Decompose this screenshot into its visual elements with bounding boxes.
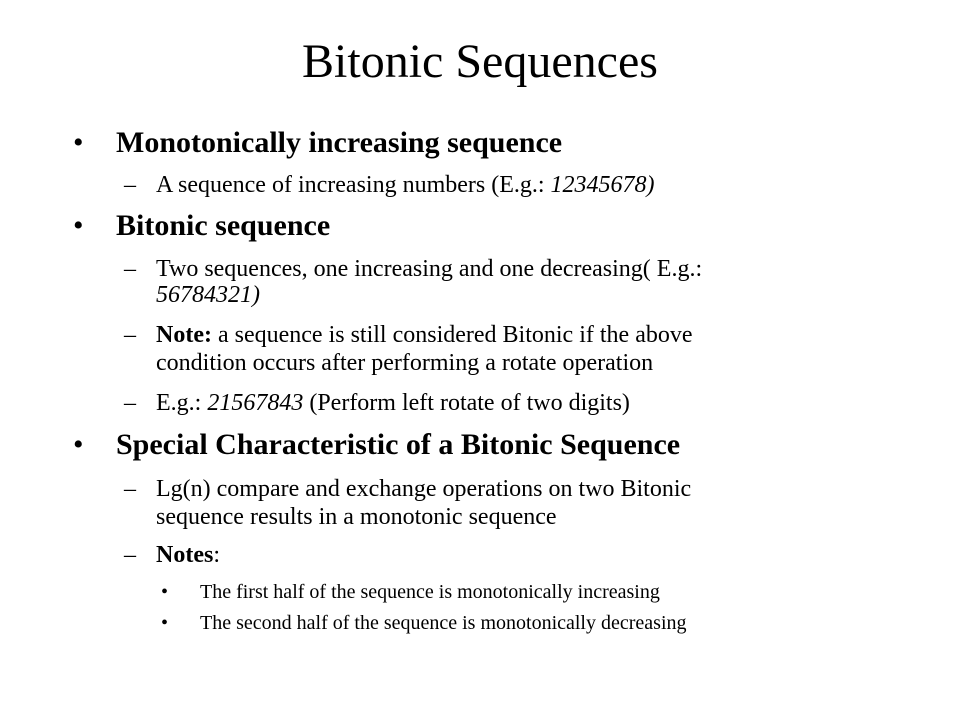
characteristic-line2: sequence results in a monotonic sequence <box>156 504 557 530</box>
rotate-prefix: E.g.: <box>156 390 208 416</box>
heading-bitonic: Bitonic sequence <box>116 209 331 242</box>
notes-colon: : <box>213 542 220 568</box>
notes-label: Notes <box>156 542 214 568</box>
note-label: Note: <box>156 322 212 348</box>
note-line1 <box>156 321 693 350</box>
note-text: a sequence is still considered Bitonic if the above <box>211 322 693 348</box>
dash-icon: – <box>124 390 136 416</box>
note-line2: condition occurs after performing a rotate operation <box>156 350 654 376</box>
monotonic-description <box>156 171 655 200</box>
heading-monotonic: Monotonically increasing sequence <box>116 126 563 159</box>
bitonic-example: 56784321) <box>156 282 260 308</box>
bullet-icon: • <box>73 428 84 461</box>
note-item-first-half: The first half of the sequence is monotonically increasing <box>200 581 660 603</box>
dash-icon: – <box>124 476 136 502</box>
slide-title: Bitonic Sequences <box>302 35 658 88</box>
bullet-icon: • <box>73 209 84 242</box>
bullet-icon: • <box>73 126 84 159</box>
bullet-icon: • <box>161 612 169 634</box>
bullet-icon: • <box>161 581 169 603</box>
monotonic-example: 12345678) <box>550 172 655 198</box>
rotate-suffix: (Perform left rotate of two digits) <box>303 390 630 416</box>
note-item-second-half: The second half of the sequence is monotonically decreasing <box>200 612 687 634</box>
characteristic-line1: Lg(n) compare and exchange operations on two Bitonic <box>156 476 692 502</box>
notes-heading <box>156 541 220 570</box>
monotonic-text: A sequence of increasing numbers (E.g.: <box>156 172 551 198</box>
rotate-example <box>156 389 630 418</box>
dash-icon: – <box>124 256 136 282</box>
dash-icon: – <box>124 172 136 198</box>
dash-icon: – <box>124 542 136 568</box>
bitonic-description-line1: Two sequences, one increasing and one decreasing( E.g.: <box>156 256 703 282</box>
dash-icon: – <box>124 322 136 348</box>
rotate-example-value: 21567843 <box>207 390 304 416</box>
heading-special-characteristic: Special Characteristic of a Bitonic Sequence <box>116 428 681 461</box>
